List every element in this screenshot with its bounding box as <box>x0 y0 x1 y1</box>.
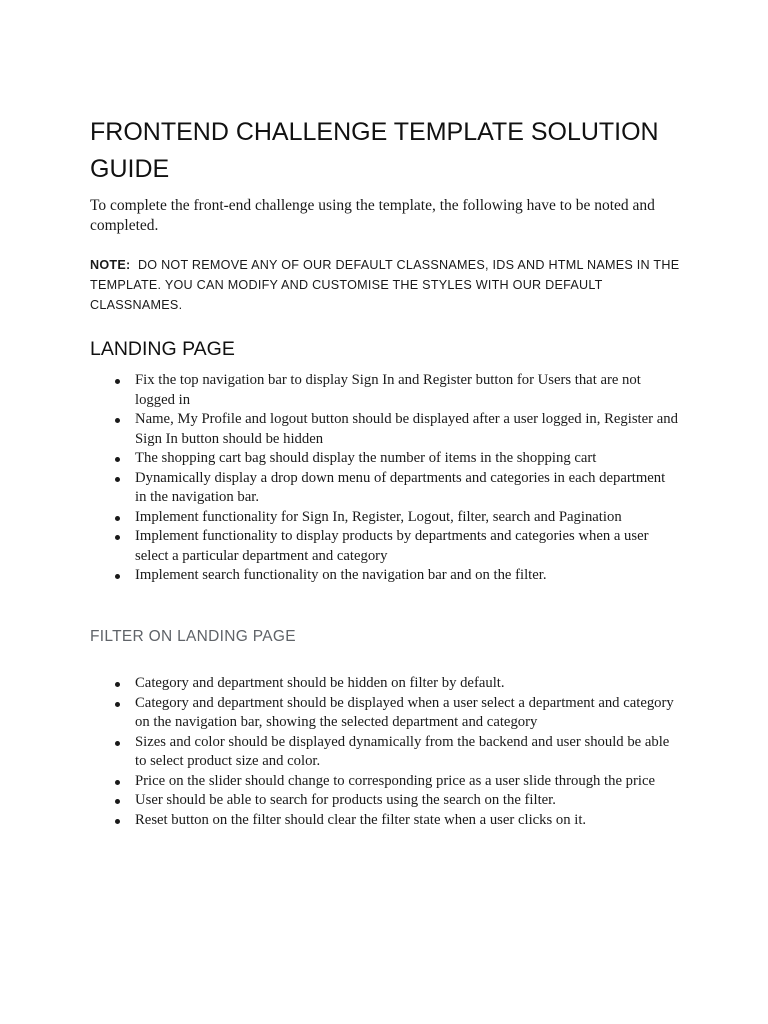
landing-page-heading: LANDING PAGE <box>90 338 235 360</box>
note-paragraph <box>90 255 690 315</box>
document-title: FRONTEND CHALLENGE TEMPLATE SOLUTION GUIDE <box>90 118 659 183</box>
list-item: Price on the slider should change to corresponding price as a user slide through the price <box>90 772 680 792</box>
list-item: User should be able to search for products using the search on the filter. <box>90 791 680 811</box>
list-item: Sizes and color should be displayed dynamically from the backend and user should be able to select product size and color. <box>90 733 680 772</box>
list-item: Category and department should be displayed when a user select a department and category on the navigation bar, showing the selected department and category <box>90 694 680 733</box>
list-item: Implement search functionality on the navigation bar and on the filter. <box>90 566 680 586</box>
list-item: Dynamically display a drop down menu of departments and categories in each department in the navigation bar. <box>90 469 680 508</box>
list-item: Category and department should be hidden on filter by default. <box>90 674 680 694</box>
intro-paragraph: To complete the front-end challenge using the template, the following have to be noted and completed. <box>90 197 655 234</box>
list-item: Fix the top navigation bar to display Sign In and Register button for Users that are not logged in <box>90 371 680 410</box>
list-item: The shopping cart bag should display the number of items in the shopping cart <box>90 449 680 469</box>
landing-page-list <box>90 371 680 586</box>
filter-section-heading: FILTER ON LANDING PAGE <box>90 628 296 645</box>
list-item: Implement functionality for Sign In, Register, Logout, filter, search and Pagination <box>90 508 680 528</box>
note-text: DO NOT REMOVE ANY OF OUR DEFAULT CLASSNAMES, IDS AND HTML NAMES IN THE TEMPLATE. YOU CAN MODIFY AND CUSTOMISE THE STYLES WITH OUR DEFAULT CLASSNAMES. <box>90 258 680 312</box>
list-item: Name, My Profile and logout button should be displayed after a user logged in, Register and Sign In button should be hidden <box>90 410 680 449</box>
filter-section-list <box>90 674 680 830</box>
list-item: Reset button on the filter should clear the filter state when a user clicks on it. <box>90 811 680 831</box>
list-item: Implement functionality to display products by departments and categories when a user select a particular department and category <box>90 527 680 566</box>
note-label: NOTE: <box>90 258 131 272</box>
